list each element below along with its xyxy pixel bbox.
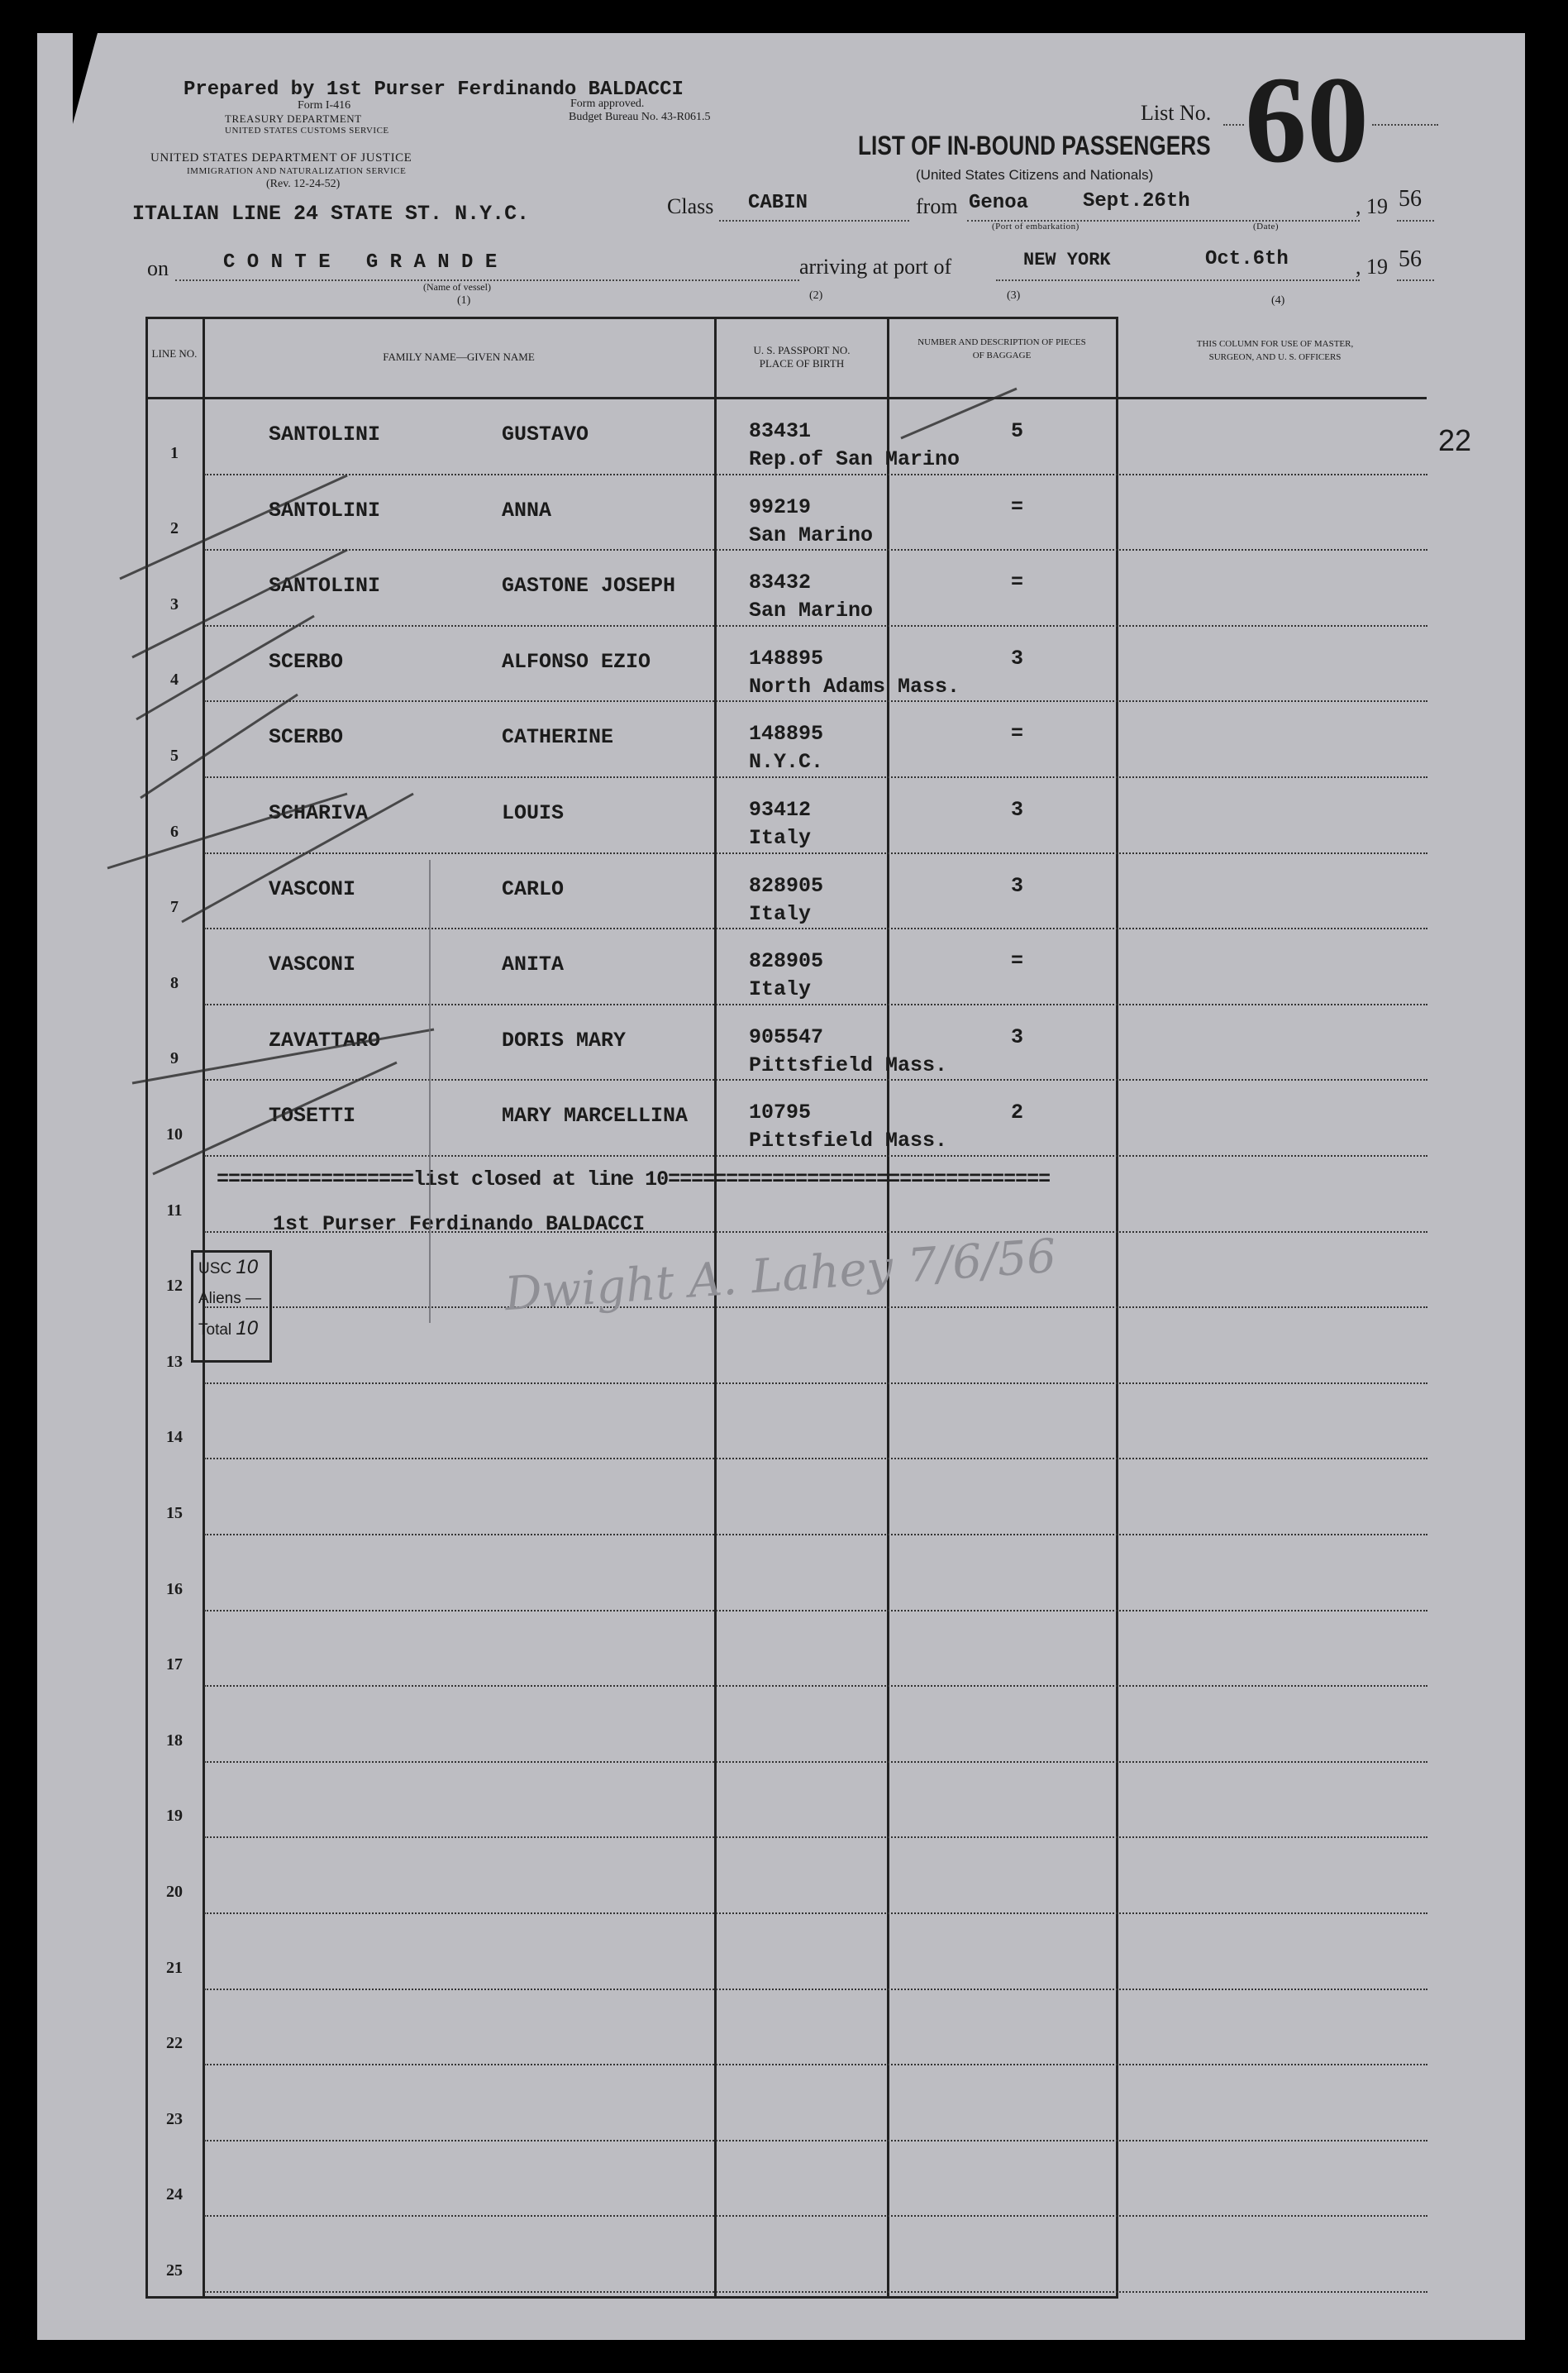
line-number: 8 xyxy=(170,973,179,992)
given-name: DORIS MARY xyxy=(502,1028,627,1053)
baggage-count: = xyxy=(1011,494,1024,519)
immigration-service: IMMIGRATION AND NATURALIZATION SERVICE xyxy=(187,166,407,176)
line-number: 12 xyxy=(166,1277,183,1296)
embarkation-port: Genoa xyxy=(969,192,1029,214)
given-name: GASTONE JOSEPH xyxy=(502,574,676,599)
line-number: 4 xyxy=(170,671,179,690)
line-number: 11 xyxy=(166,1201,183,1220)
header-baggage: NUMBER AND DESCRIPTION OF PIECES OF BAGGAGE xyxy=(917,337,1086,360)
given-name: CARLO xyxy=(502,876,565,901)
given-name: ANNA xyxy=(502,498,552,523)
passport-number: 83432 xyxy=(749,571,812,595)
given-name: ALFONSO EZIO xyxy=(502,649,651,674)
family-name: SCERBO xyxy=(269,649,344,674)
family-name: SANTOLINI xyxy=(269,498,381,523)
check-mark xyxy=(141,695,298,798)
line-number: 21 xyxy=(166,1958,183,1977)
family-name: VASCONI xyxy=(269,876,356,901)
family-name: ZAVATTARO xyxy=(269,1028,381,1053)
revision: (Rev. 12-24-52) xyxy=(266,178,341,190)
baggage-count: 3 xyxy=(1011,873,1024,898)
from-label: from xyxy=(916,194,958,218)
embarkation-date: Sept.26th xyxy=(1083,190,1190,212)
baggage-count: = xyxy=(1011,949,1024,974)
check-mark xyxy=(136,616,314,719)
check-mark xyxy=(132,1029,434,1083)
col-marker-2: (2) xyxy=(809,289,823,302)
check-mark xyxy=(182,794,413,922)
place-of-birth: San Marino xyxy=(749,599,874,623)
date-caption: (Date) xyxy=(1253,222,1280,232)
vessel-caption: (Name of vessel) xyxy=(423,281,491,293)
embarkation-year: 56 xyxy=(1399,186,1422,212)
passport-number: 10795 xyxy=(749,1101,812,1125)
line-number: 3 xyxy=(170,594,179,614)
shipping-line: ITALIAN LINE 24 STATE ST. N.Y.C. xyxy=(132,202,530,226)
form-number: Form I-416 xyxy=(298,99,351,112)
line-number: 25 xyxy=(166,2261,183,2280)
line-number: 22 xyxy=(166,2034,183,2053)
treasury-department: TREASURY DEPARTMENT xyxy=(225,112,362,125)
line-number: 16 xyxy=(166,1579,183,1598)
passport-number: 83431 xyxy=(749,419,812,443)
usc-count: USC 10 xyxy=(198,1256,259,1278)
col-marker-4: (4) xyxy=(1271,294,1285,307)
given-name: CATHERINE xyxy=(502,725,614,750)
given-name: GUSTAVO xyxy=(502,423,589,446)
purser-signature: 1st Purser Ferdinando BALDACCI xyxy=(273,1212,646,1236)
given-name: LOUIS xyxy=(502,801,565,825)
header-line-no: LINE NO. xyxy=(151,347,198,360)
inspector-handwriting: Dwight A. Lahey 7/6/56 xyxy=(503,1229,1058,1322)
baggage-count: = xyxy=(1011,722,1024,747)
header-name: FAMILY NAME—GIVEN NAME xyxy=(383,351,535,363)
place-of-birth: Pittsfield Mass. xyxy=(749,1129,948,1153)
embark-year-prefix: , 19 xyxy=(1356,194,1388,218)
given-name: MARY MARCELLINA xyxy=(502,1104,689,1129)
aliens-count: Aliens — xyxy=(198,1290,262,1307)
line-number: 2 xyxy=(170,519,179,538)
list-no-label: List No. xyxy=(1141,101,1212,125)
list-subtitle: (United States Citizens and Nationals) xyxy=(916,167,1154,183)
line-number: 5 xyxy=(170,747,179,765)
place-of-birth: Rep.of San Marino xyxy=(749,447,960,471)
form-approved: Form approved. xyxy=(570,98,645,110)
place-of-birth: N.Y.C. xyxy=(749,750,824,775)
family-name: SCERBO xyxy=(269,725,344,750)
list-closed-line: =================list closed at line 10================================= xyxy=(217,1167,1051,1191)
baggage-count: 3 xyxy=(1011,646,1024,671)
line-number: 7 xyxy=(170,898,179,917)
line-number: 19 xyxy=(166,1807,183,1826)
line-number: 24 xyxy=(166,2185,183,2204)
total-count: Total 10 xyxy=(198,1317,259,1339)
passport-number: 828905 xyxy=(749,873,824,898)
on-label: on xyxy=(147,256,169,280)
family-name: TOSETTI xyxy=(269,1104,356,1129)
department-of-justice: UNITED STATES DEPARTMENT OF JUSTICE xyxy=(150,151,412,165)
passport-number: 148895 xyxy=(749,646,824,671)
place-of-birth: Italy xyxy=(749,977,812,1002)
baggage-count: 3 xyxy=(1011,798,1024,822)
line-number: 14 xyxy=(166,1428,183,1447)
place-of-birth: Italy xyxy=(749,826,812,850)
place-of-birth: Italy xyxy=(749,901,812,926)
line-number: 15 xyxy=(166,1504,183,1522)
check-mark xyxy=(132,550,347,657)
baggage-count: 3 xyxy=(1011,1024,1024,1049)
port-caption: (Port of embarkation) xyxy=(992,222,1079,232)
passport-number: 905547 xyxy=(749,1024,824,1049)
family-name: SCHARIVA xyxy=(269,801,369,825)
line-number: 1 xyxy=(170,443,179,462)
customs-service: UNITED STATES CUSTOMS SERVICE xyxy=(225,126,389,136)
budget-bureau: Budget Bureau No. 43-R061.5 xyxy=(569,111,711,123)
check-mark xyxy=(901,389,1017,438)
arrival-year-prefix: , 19 xyxy=(1356,255,1388,279)
arriving-label: arriving at port of xyxy=(799,255,952,279)
prepared-by: Prepared by 1st Purser Ferdinando BALDACCI xyxy=(183,79,684,101)
col-marker-1: (1) xyxy=(457,294,471,307)
list-title: LIST OF IN-BOUND PASSENGERS xyxy=(858,131,1211,160)
class-label: Class xyxy=(667,194,714,218)
arrival-port: NEW YORK xyxy=(1023,250,1111,270)
side-number: 22 xyxy=(1438,423,1472,457)
passport-number: 93412 xyxy=(749,798,812,822)
arrival-date: Oct.6th xyxy=(1205,248,1289,270)
arrival-year: 56 xyxy=(1399,246,1422,272)
header-passport: U. S. PASSPORT NO. PLACE OF BIRTH xyxy=(753,344,851,370)
given-name: ANITA xyxy=(502,953,565,977)
line-number: 20 xyxy=(166,1883,183,1901)
passport-number: 828905 xyxy=(749,949,824,974)
baggage-count: 5 xyxy=(1011,419,1024,443)
baggage-count: 2 xyxy=(1011,1101,1024,1125)
family-name: SANTOLINI xyxy=(269,423,381,446)
line-number: 10 xyxy=(166,1125,183,1144)
family-name: VASCONI xyxy=(269,953,356,977)
baggage-count: = xyxy=(1011,571,1024,595)
passport-number: 148895 xyxy=(749,722,824,747)
check-mark xyxy=(107,794,347,868)
line-number: 17 xyxy=(166,1655,183,1674)
line-number: 13 xyxy=(166,1352,183,1371)
check-mark xyxy=(120,475,347,579)
passport-number: 99219 xyxy=(749,494,812,519)
line-number: 23 xyxy=(166,2109,183,2128)
line-number: 9 xyxy=(170,1049,179,1068)
family-name: SANTOLINI xyxy=(269,574,381,599)
place-of-birth: North Adams Mass. xyxy=(749,674,960,699)
class-value: CABIN xyxy=(748,192,808,214)
list-number: 60 xyxy=(1245,51,1369,189)
line-number: 18 xyxy=(166,1731,183,1750)
line-number: 6 xyxy=(170,822,179,841)
vessel-name: C O N T E G R A N D E xyxy=(223,251,498,274)
header-officers: THIS COLUMN FOR USE OF MASTER, SURGEON, AND U. S. OFFICERS xyxy=(1196,339,1354,362)
col-marker-3: (3) xyxy=(1007,289,1021,302)
place-of-birth: San Marino xyxy=(749,523,874,547)
place-of-birth: Pittsfield Mass. xyxy=(749,1053,948,1077)
check-mark xyxy=(153,1062,397,1174)
